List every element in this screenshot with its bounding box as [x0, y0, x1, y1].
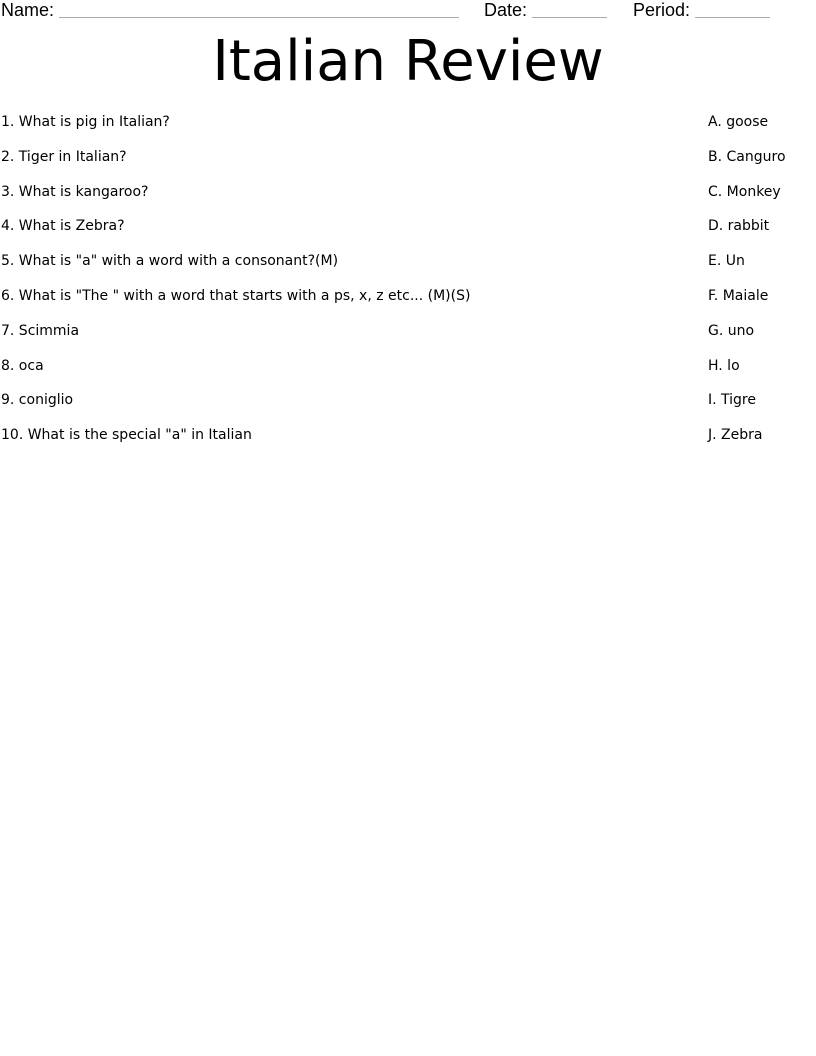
answer-item: I. Tigre: [708, 392, 756, 409]
question-item: 1. What is pig in Italian?: [1, 114, 170, 130]
answer-item: F. Maiale: [708, 287, 769, 304]
question-item: 3. What is kangaroo?: [1, 183, 149, 200]
question-item: 2. Tiger in Italian?: [1, 148, 127, 165]
period-label: Period:: [633, 0, 691, 20]
question-item: 8. oca: [1, 357, 44, 374]
answer-item: A. goose: [708, 114, 769, 130]
answer-item: J. Zebra: [708, 427, 763, 444]
answer-item: D. rabbit: [708, 218, 770, 235]
date-blank-line: [532, 0, 607, 18]
answer-item: E. Un: [708, 253, 745, 270]
date-field: [484, 0, 607, 20]
name-label: Name:: [1, 0, 55, 20]
answer-item: B. Canguro: [708, 148, 786, 165]
period-blank-line: [695, 0, 770, 18]
question-item: 6. What is "The " with a word that starts with a ps, x, z etc... (M)(S): [1, 287, 471, 304]
question-item: 9. coniglio: [1, 392, 74, 409]
question-item: 10. What is the special "a" in Italian: [1, 427, 252, 444]
answer-item: H. lo: [708, 357, 740, 374]
name-blank-line: [59, 0, 459, 18]
name-field: [1, 0, 459, 20]
question-list: [1, 112, 681, 460]
period-field: [633, 0, 770, 20]
date-label: Date:: [484, 0, 528, 20]
answer-item: C. Monkey: [708, 183, 781, 200]
worksheet-header: [0, 0, 816, 24]
answer-item: G. uno: [708, 322, 755, 339]
question-item: 4. What is Zebra?: [1, 218, 125, 235]
page-title: Italian Review: [212, 29, 604, 94]
question-item: 5. What is "a" with a word with a consonant?(M): [1, 253, 339, 270]
question-item: 7. Scimmia: [1, 322, 80, 339]
answer-list: [708, 112, 814, 460]
